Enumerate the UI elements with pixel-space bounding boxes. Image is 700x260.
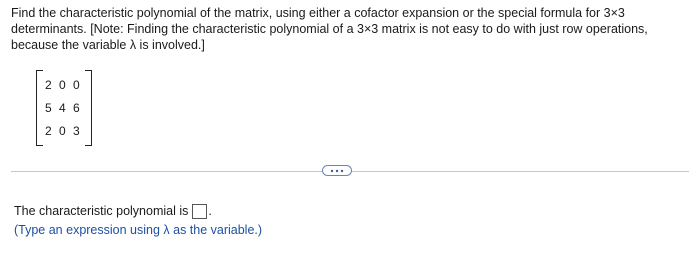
show-more-button[interactable] [322,165,352,176]
answer-period: . [208,204,212,218]
answer-prompt: The characteristic polynomial is [14,204,189,218]
matrix-cell: 0 [59,77,66,92]
answer-input-box[interactable] [192,204,207,219]
answer-line [14,203,212,219]
question-text [11,5,691,53]
matrix-cell: 2 [45,123,52,138]
matrix-left-bracket [36,70,43,146]
matrix-grid [45,73,85,142]
question-line-3: because the variable λ is involved.] [11,38,205,52]
matrix-cell: 5 [45,100,52,115]
matrix-cell: 0 [73,77,80,92]
matrix-cell: 4 [59,100,66,115]
matrix-cell: 0 [59,123,66,138]
question-line-1: Find the characteristic polynomial of the matrix, using either a cofactor expansion or the special formula for 3×3 [11,6,625,20]
ellipsis-icon [330,169,344,173]
matrix-cell: 2 [45,77,52,92]
matrix-cell: 3 [73,123,80,138]
matrix [36,70,92,146]
matrix-cell: 6 [73,100,80,115]
question-line-2: determinants. [Note: Finding the characteristic polynomial of a 3×3 matrix is not easy to do with just row operations, [11,22,648,36]
answer-hint: (Type an expression using λ as the variable.) [14,223,263,237]
